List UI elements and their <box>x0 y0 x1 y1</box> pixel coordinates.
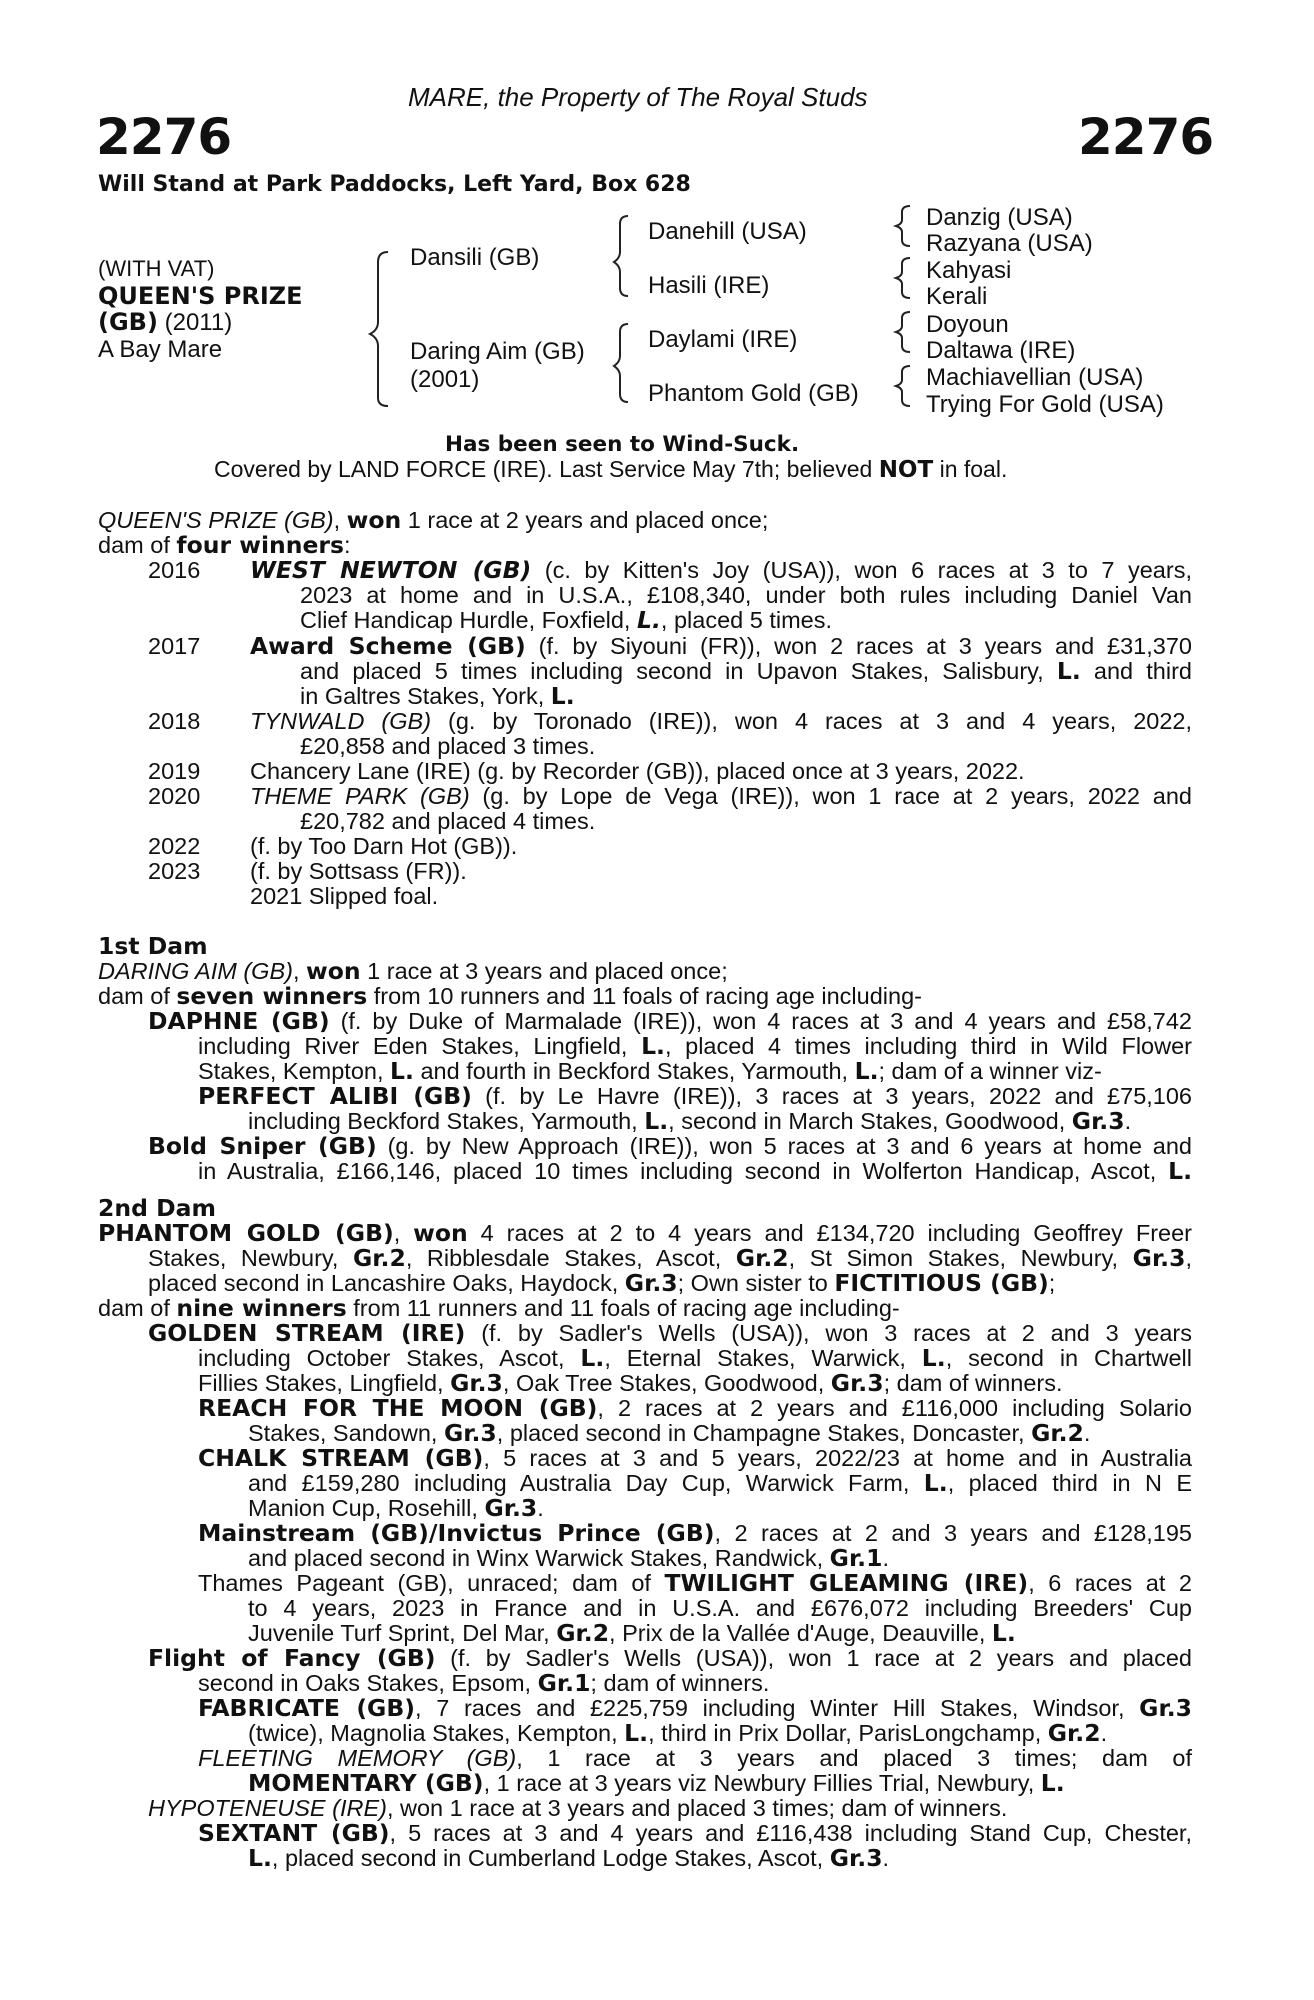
text-span: L. <box>921 1344 946 1372</box>
text-span: , <box>393 1220 414 1246</box>
text-span: , Prix de la Vallée d'Auge, Deauville, <box>609 1620 992 1646</box>
text-span: (twice), Magnolia Stakes, Kempton, <box>248 1720 625 1746</box>
justified-line: 2023 at home and in U.S.A., £108,340, under both rules including Daniel Van <box>300 582 1192 608</box>
text-span: (f. by Siyouni (FR)), won 2 races at 3 years and £31,370 <box>525 633 1192 659</box>
text-span: , placed 4 times including third in Wild Flower <box>664 1033 1192 1059</box>
year-2022: 2022 <box>148 833 201 859</box>
first-dam-line <box>248 1109 1131 1134</box>
justified-line <box>250 634 1192 659</box>
justified-line <box>148 1646 1192 1671</box>
text-span: ; Own sister to <box>677 1270 835 1296</box>
justified-line <box>250 709 1192 734</box>
text-span: Award Scheme (GB) <box>250 632 526 660</box>
text-span: L. <box>1168 1157 1192 1185</box>
text-span: , Eternal Stakes, Warwick, <box>604 1345 922 1371</box>
text-span: including River Eden Stakes, Lingfield, <box>198 1033 642 1059</box>
text-span: and fourth in Beckford Stakes, Yarmouth, <box>413 1058 855 1084</box>
text-span: : <box>344 532 351 558</box>
text-span: Gr.3 <box>829 1844 883 1872</box>
text-span: WEST NEWTON (GB) <box>250 556 532 584</box>
horse-year: (2011) <box>157 309 233 336</box>
text-span: L. <box>1040 1769 1065 1797</box>
year-2018: 2018 <box>148 708 201 734</box>
text-span: SEXTANT (GB) <box>198 1819 390 1847</box>
text-span: FLEETING MEMORY (GB) <box>198 1745 517 1771</box>
horse-name: QUEEN'S PRIZE <box>98 282 303 310</box>
text-span: Manion Cup, Rosehill, <box>248 1495 485 1521</box>
text-span: Juvenile Turf Sprint, Del Mar, <box>248 1620 557 1646</box>
justified-line <box>198 1446 1192 1471</box>
text-span: dam of <box>98 532 177 558</box>
text-span: . <box>882 1845 890 1871</box>
text-span: including Beckford Stakes, Yarmouth, <box>248 1108 645 1134</box>
second-dam-line <box>98 1296 900 1321</box>
text-span: in Australia, £166,146, placed 10 times including second in Wolferton Handicap, Ascot, <box>198 1158 1169 1184</box>
text-span: L. <box>248 1844 272 1872</box>
produce-line <box>250 709 1192 734</box>
text-span: HYPOTENEUSE (IRE) <box>148 1795 387 1821</box>
text-span: , 6 races at 2 <box>1028 1570 1192 1596</box>
horse-country: (GB) <box>98 308 158 336</box>
text-span: (c. by Kitten's Joy (USA)), won 6 races at 3 to 7 years, <box>531 557 1192 583</box>
text-span: , 5 races at 3 and 4 years and £116,438 including Stand Cup, Chester, <box>389 1820 1192 1846</box>
text-span: , 5 races at 3 and 5 years, 2022/23 at home and in Australia <box>483 1445 1192 1471</box>
text-span: ; dam of winners. <box>883 1370 1063 1396</box>
second-dam-line <box>198 1696 1192 1721</box>
second-dam-line <box>198 1396 1192 1421</box>
year-2023: 2023 <box>148 858 201 884</box>
dam-year: (2001) <box>410 366 480 393</box>
text-span: Thames Pageant (GB), unraced; dam of <box>198 1570 665 1596</box>
first-dam-line <box>198 1059 1102 1084</box>
justified-line <box>248 1471 1192 1496</box>
text-span: FICTITIOUS (GB) <box>834 1269 1049 1297</box>
second-dam-line <box>198 1746 1192 1771</box>
ancestor-8: Trying For Gold (USA) <box>926 391 1164 418</box>
text-span: L. <box>1056 657 1081 685</box>
text-span: Gr.2 <box>353 1244 406 1272</box>
produce-line <box>300 608 832 633</box>
ancestor-2: Razyana (USA) <box>926 230 1093 257</box>
second-dam-line <box>198 1571 1192 1596</box>
text-span: ; <box>1048 1270 1056 1296</box>
produce-line <box>300 659 1192 684</box>
ancestor-4: Kerali <box>926 283 988 310</box>
lot-number-left: 2276 <box>96 108 232 166</box>
text-span: and placed second in Winx Warwick Stakes, Randwick, <box>248 1545 830 1571</box>
first-dam-line <box>98 984 922 1009</box>
text-span: , won 1 race at 3 years and placed 3 times; dam of winners. <box>386 1795 1008 1821</box>
text-span: (g. by Toronado (IRE)), won 4 races at 3 and 4 years, 2022, <box>431 708 1192 734</box>
text-span: CHALK STREAM (GB) <box>198 1444 484 1472</box>
text-span: dam of <box>98 1295 177 1321</box>
sire-sire: Danehill (USA) <box>648 218 807 245</box>
justified-line <box>198 1034 1192 1059</box>
text-span: (f. by Le Havre (IRE)), 3 races at 3 years, 2022 and £75,106 <box>471 1083 1193 1109</box>
first-dam-line <box>148 1134 1192 1159</box>
text-span: Fillies Stakes, Lingfield, <box>198 1370 451 1396</box>
second-dam-line <box>248 1471 1192 1496</box>
text-span: TWILIGHT GLEAMING (IRE) <box>664 1569 1029 1597</box>
text-span: and placed 5 times including second in Upavon Stakes, Salisbury, <box>300 658 1057 684</box>
text-span: THEME PARK (GB) <box>250 783 470 809</box>
justified-line <box>198 1571 1192 1596</box>
text-span: L. <box>923 1469 948 1497</box>
second-dam-line <box>148 1646 1192 1671</box>
text-span: L. <box>644 1107 669 1135</box>
text-span: . <box>1124 1108 1132 1134</box>
justified-line: to 4 years, 2023 in France and in U.S.A. and £676,072 including Breeders' Cup <box>248 1595 1192 1621</box>
second-dam-line <box>248 1546 889 1571</box>
text-span: and third <box>1080 658 1192 684</box>
second-dam-line <box>248 1621 1016 1646</box>
text-span: L. <box>624 1719 649 1747</box>
text-span: , placed second in Cumberland Lodge Stakes, Ascot, <box>271 1845 830 1871</box>
text-span: , placed second in Champagne Stakes, Doncaster, <box>496 1420 1032 1446</box>
text-span: L. <box>641 1032 665 1060</box>
ancestor-1: Danzig (USA) <box>926 204 1073 231</box>
text-span: placed second in Lancashire Oaks, Haydock, <box>148 1270 625 1296</box>
text-span: GOLDEN STREAM (IRE) <box>148 1319 466 1347</box>
sire: Dansili (GB) <box>410 244 540 271</box>
dam-sire: Daylami (IRE) <box>648 326 798 353</box>
second-dam-line <box>148 1796 1007 1821</box>
first-dam-line <box>198 1034 1192 1059</box>
year-2019: 2019 <box>148 758 201 784</box>
second-dam-line <box>198 1821 1192 1846</box>
text-span: PHANTOM GOLD (GB) <box>98 1219 394 1247</box>
text-span: (g. by New Approach (IRE)), won 5 races at 3 and 6 years at home and <box>376 1133 1192 1159</box>
text-span: , placed third in N E <box>947 1470 1193 1496</box>
ancestor-5: Doyoun <box>926 311 1009 338</box>
text-span: (f. by Duke of Marmalade (IRE)), won 4 races at 3 and 4 years and £58,742 <box>329 1008 1192 1034</box>
text-span: FABRICATE (GB) <box>198 1694 415 1722</box>
justified-line <box>250 784 1192 809</box>
second-dam-line <box>248 1721 1107 1746</box>
justified-line <box>198 1696 1192 1721</box>
text-span: L. <box>550 682 575 710</box>
produce-line: £20,782 and placed 4 times. <box>300 808 596 834</box>
second-dam-line <box>248 1421 1090 1446</box>
text-span: Gr.3 <box>1132 1244 1186 1272</box>
first-dam-heading: 1st Dam <box>98 932 208 960</box>
justified-line <box>198 1346 1192 1371</box>
text-span: , 2 races at 2 years and £116,000 including Solario <box>597 1395 1192 1421</box>
first-dam-line <box>98 959 728 984</box>
justified-line <box>198 1821 1192 1846</box>
text-span: . <box>1083 1420 1091 1446</box>
text-span: L. <box>991 1619 1016 1647</box>
second-dam-line <box>198 1371 1063 1396</box>
text-span: L. <box>637 606 661 634</box>
text-span: , <box>1185 1245 1192 1271</box>
produce-line <box>250 558 1192 583</box>
produce-line: 2021 Slipped foal. <box>250 883 439 909</box>
text-span: , 1 race at 3 years and placed 3 times; dam of <box>516 1745 1192 1771</box>
text-span: four winners <box>176 531 344 559</box>
covered-text: Covered by LAND FORCE (IRE). Last Service May 7th; believed <box>214 456 879 482</box>
text-span: in Galtres Stakes, York, <box>300 683 551 709</box>
text-span: , <box>333 507 347 533</box>
text-span: Gr.1 <box>537 1669 591 1697</box>
year-2017: 2017 <box>148 633 201 659</box>
text-span: . <box>537 1495 544 1521</box>
text-span: Gr.3 <box>830 1369 884 1397</box>
text-span: Gr.3 <box>450 1369 503 1397</box>
text-span: , 7 races and £225,759 including Winter Hill Stakes, Windsor, <box>415 1695 1140 1721</box>
justified-line <box>300 659 1192 684</box>
first-dam-line <box>198 1084 1192 1109</box>
text-span: 4 races at 2 to 4 years and £134,720 including Geoffrey Freer <box>467 1220 1192 1246</box>
text-span: REACH FOR THE MOON (GB) <box>198 1394 598 1422</box>
text-span: DAPHNE (GB) <box>148 1007 330 1035</box>
text-span: L. <box>580 1344 605 1372</box>
justified-line <box>148 1246 1192 1271</box>
justified-line <box>198 1396 1192 1421</box>
text-span: (g. by Lope de Vega (IRE)), won 1 race at 2 years, 2022 and <box>469 783 1192 809</box>
text-span: Gr.3 <box>443 1419 497 1447</box>
text-span: including October Stakes, Ascot, <box>198 1345 581 1371</box>
wind-suck-note: Has been seen to Wind-Suck. <box>445 432 800 457</box>
text-span: Mainstream (GB)/Invictus Prince (GB) <box>198 1519 715 1547</box>
text-span: , St Simon Stakes, Newbury, <box>788 1245 1133 1271</box>
text-span: Bold Sniper (GB) <box>148 1132 377 1160</box>
text-span: won <box>306 957 361 985</box>
second-dam-line <box>198 1521 1192 1546</box>
sale-title: MARE, the Property of The Royal Studs <box>408 82 868 112</box>
horse-description: A Bay Mare <box>98 336 223 363</box>
text-span: dam of <box>98 983 177 1009</box>
produce-line: £20,858 and placed 3 times. <box>300 733 596 759</box>
produce-line <box>250 634 1192 659</box>
text-span: . <box>882 1545 889 1571</box>
text-span: Gr.3 <box>1071 1107 1125 1135</box>
stand-location: Will Stand at Park Paddocks, Left Yard, Box 628 <box>98 172 691 197</box>
justified-line <box>98 1221 1192 1246</box>
text-span: (f. by Sadler's Wells (USA)), won 1 race at 2 years and placed <box>435 1645 1192 1671</box>
text-span: , second in March Stakes, Goodwood, <box>668 1108 1072 1134</box>
justified-line <box>198 1084 1192 1109</box>
text-span: won <box>346 506 402 534</box>
justified-line <box>198 1159 1192 1184</box>
text-span: (f. by Sadler's Wells (USA)), won 3 races at 2 and 3 years <box>465 1320 1192 1346</box>
lot-number-right: 2276 <box>1078 108 1214 166</box>
second-dam-line <box>198 1671 769 1696</box>
second-dam-line <box>248 1771 1065 1796</box>
justified-line <box>148 1009 1192 1034</box>
text-span: , 2 races at 2 and 3 years and £128,195 <box>714 1520 1193 1546</box>
text-span: second in Oaks Stakes, Epsom, <box>198 1670 538 1696</box>
text-span: and £159,280 including Australia Day Cup, Warwick Farm, <box>248 1470 924 1496</box>
text-span: , placed 5 times. <box>660 607 833 633</box>
sire-dam: Hasili (IRE) <box>648 272 770 299</box>
second-dam-line <box>148 1246 1192 1271</box>
second-dam-line <box>148 1321 1192 1346</box>
first-dam-line <box>148 1009 1192 1034</box>
text-span: Gr.3 <box>1139 1694 1192 1722</box>
text-span: , Oak Tree Stakes, Goodwood, <box>502 1370 831 1396</box>
text-span: Stakes, Kempton, <box>198 1058 391 1084</box>
second-dam-line <box>198 1346 1192 1371</box>
text-span: Flight of Fancy (GB) <box>148 1644 436 1672</box>
ancestor-7: Machiavellian (USA) <box>926 364 1144 391</box>
text-span: , 1 race at 3 years viz Newbury Fillies Trial, Newbury, <box>483 1770 1041 1796</box>
text-span: , Ribblesdale Stakes, Ascot, <box>405 1245 736 1271</box>
text-span: ; dam of winners. <box>590 1670 770 1696</box>
produce-line: (f. by Sottsass (FR)). <box>250 858 467 884</box>
second-dam-line <box>198 1446 1192 1471</box>
justified-line <box>148 1321 1192 1346</box>
text-span: Gr.1 <box>829 1544 883 1572</box>
text-span: MOMENTARY (GB) <box>248 1769 484 1797</box>
year-2016: 2016 <box>148 557 201 583</box>
justified-line <box>198 1746 1192 1771</box>
justified-line <box>198 1521 1192 1546</box>
text-span: 1 race at 2 years and placed once; <box>401 507 769 533</box>
justified-line <box>148 1134 1192 1159</box>
ancestor-3: Kahyasi <box>926 257 1012 284</box>
text-span: Stakes, Newbury, <box>148 1245 354 1271</box>
text-span: Gr.2 <box>1047 1719 1101 1747</box>
second-dam-line <box>248 1846 889 1871</box>
dam-dam: Phantom Gold (GB) <box>648 380 859 407</box>
text-span: QUEEN'S PRIZE (GB) <box>98 507 334 533</box>
text-span: L. <box>390 1057 414 1085</box>
produce-line <box>250 784 1192 809</box>
second-dam-line <box>98 1221 1192 1246</box>
text-span: from 11 runners and 11 foals of racing age including- <box>346 1295 900 1321</box>
text-span: seven winners <box>176 982 368 1010</box>
produce-line: Chancery Lane (IRE) (g. by Recorder (GB)), placed once at 3 years, 2022. <box>250 758 1025 784</box>
text-span: TYNWALD (GB) <box>250 708 432 734</box>
text-span: Stakes, Sandown, <box>248 1420 444 1446</box>
text-span: Gr.2 <box>735 1244 789 1272</box>
produce-line: (f. by Too Darn Hot (GB)). <box>250 833 518 859</box>
vat-note: (WITH VAT) <box>98 256 215 281</box>
second-dam-line <box>148 1271 1055 1296</box>
text-span: from 10 runners and 11 foals of racing age including- <box>367 983 922 1009</box>
text-span: Gr.3 <box>484 1494 538 1522</box>
second-dam-line <box>248 1496 544 1521</box>
text-span: Gr.3 <box>624 1269 678 1297</box>
text-span: nine winners <box>176 1294 347 1322</box>
text-span: L. <box>854 1057 879 1085</box>
first-dam-line <box>198 1159 1192 1184</box>
text-span: 1 race at 3 years and placed once; <box>360 958 728 984</box>
text-span: , third in Prix Dollar, ParisLongchamp, <box>648 1720 1048 1746</box>
year-2020: 2020 <box>148 783 201 809</box>
text-span: , second in Chartwell <box>945 1345 1192 1371</box>
text-span: PERFECT ALIBI (GB) <box>198 1082 472 1110</box>
second-dam-line <box>248 1596 1192 1621</box>
produce-intro-2 <box>98 533 351 558</box>
produce-line <box>300 583 1192 608</box>
covered-tail: in foal. <box>933 456 1008 482</box>
ancestor-6: Daltawa (IRE) <box>926 337 1076 364</box>
text-span: won <box>413 1219 468 1247</box>
second-dam-heading: 2nd Dam <box>98 1194 216 1222</box>
text-span: DARING AIM (GB) <box>98 958 293 984</box>
text-span: ; dam of a winner viz- <box>878 1058 1102 1084</box>
text-span: Gr.2 <box>1031 1419 1084 1447</box>
text-span: . <box>1100 1720 1108 1746</box>
justified-line <box>250 558 1192 583</box>
covered-not: NOT <box>878 457 934 483</box>
text-span: Clief Handicap Hurdle, Foxfield, <box>300 607 637 633</box>
produce-intro <box>98 508 768 533</box>
produce-line <box>300 684 575 709</box>
text-span: , <box>292 958 307 984</box>
dam: Daring Aim (GB) <box>410 338 585 365</box>
text-span: Gr.2 <box>556 1619 610 1647</box>
